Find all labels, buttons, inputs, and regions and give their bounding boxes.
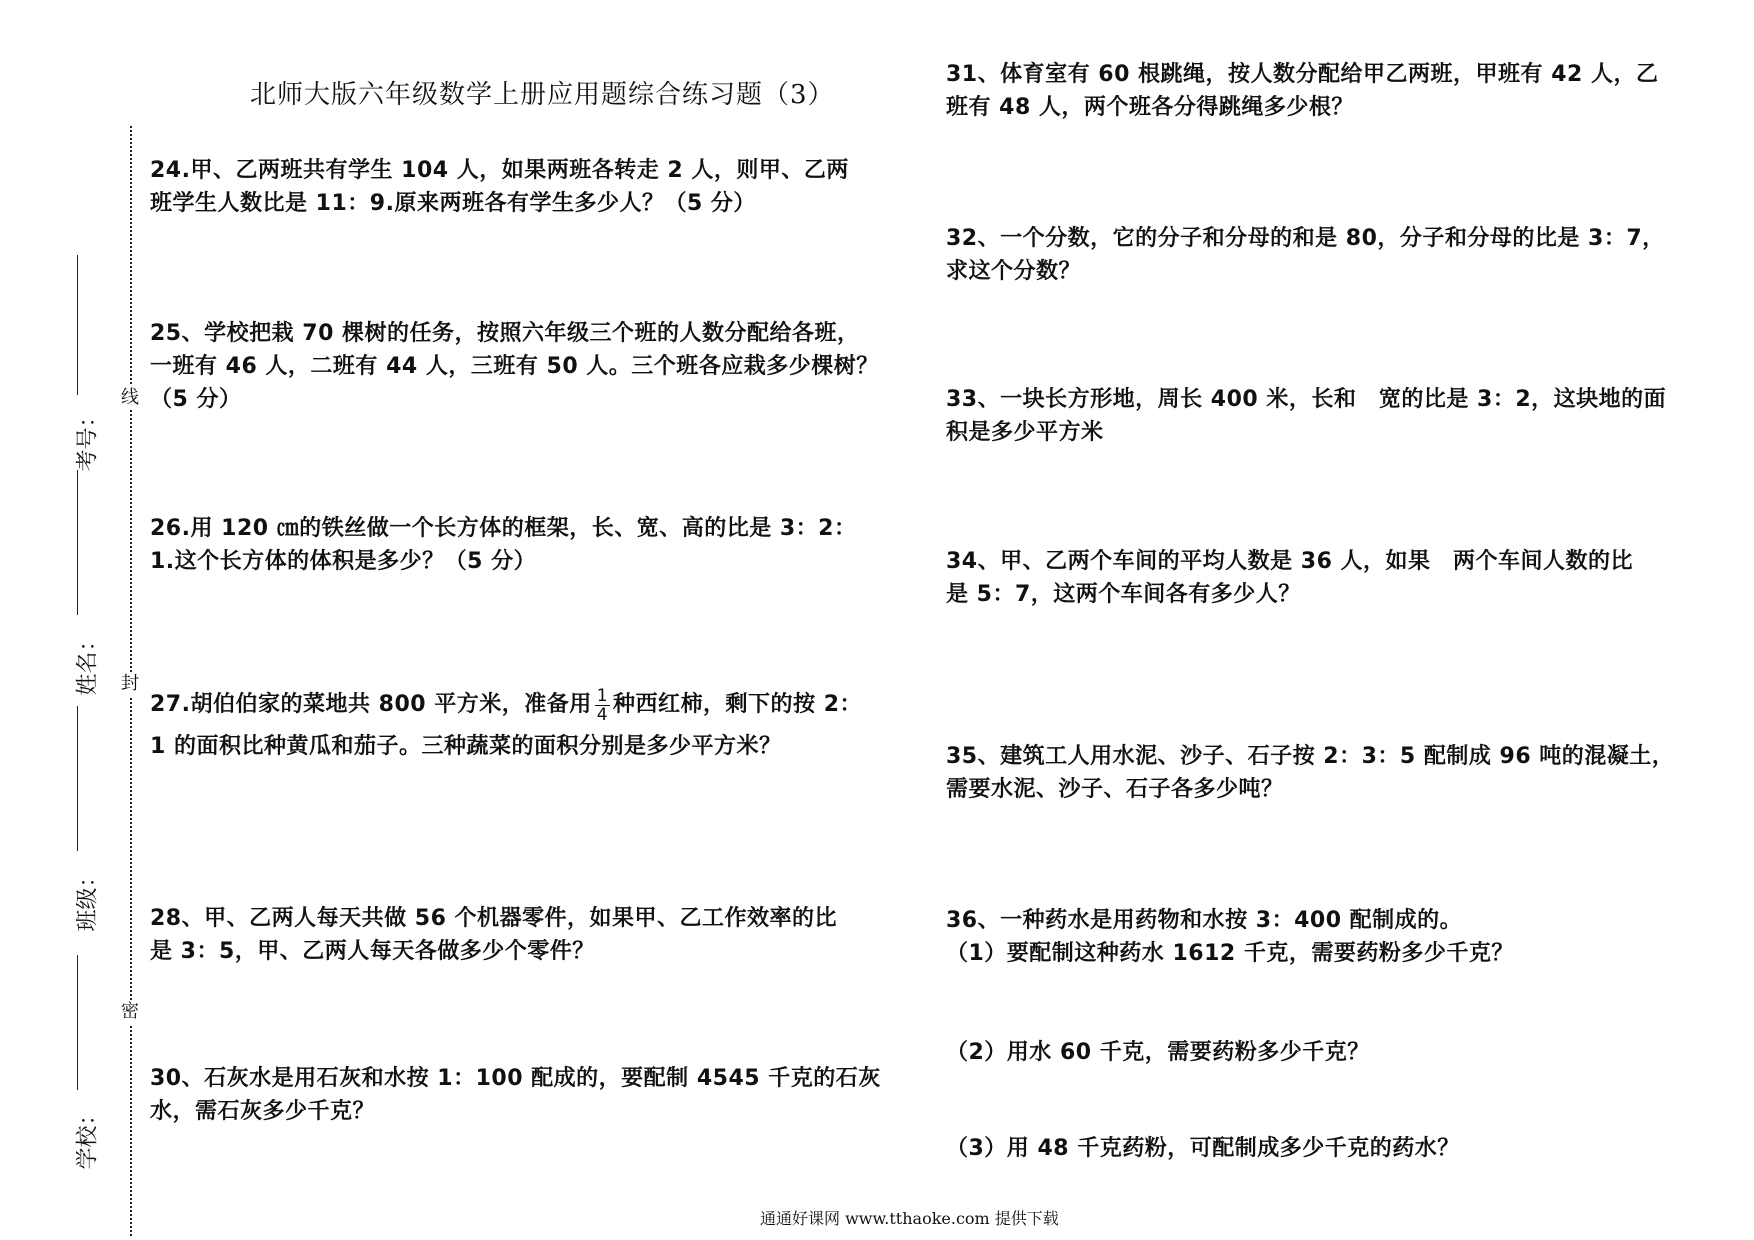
- question-line: 33、一块长方形地，周长 400 米，长和 宽的比是 3：2，这块地的面: [946, 387, 1667, 412]
- page-title: 北师大版六年级数学上册应用题综合练习题（3）: [250, 80, 835, 110]
- question-31: [946, 58, 1706, 124]
- question-line: 积是多少平方米: [946, 420, 1104, 445]
- question-33: [946, 383, 1706, 449]
- question-line: 需要水泥、沙子、石子各多少吨？: [946, 777, 1284, 802]
- question-line: 25、学校把栽 70 棵树的任务，按照六年级三个班的人数分配给各班，: [150, 321, 860, 346]
- question-line: 班学生人数比是 11：9.原来两班各有学生多少人？（5 分）: [150, 191, 756, 216]
- question-line: 求这个分数？: [946, 259, 1082, 284]
- question-36: [946, 904, 1706, 970]
- question-30: [150, 1062, 910, 1128]
- seal-char-secret: 密: [121, 1001, 139, 1022]
- question-line: 是 5：7，这两个车间各有多少人？: [946, 582, 1301, 607]
- question-line: 36、一种药水是用药物和水按 3：400 配制成的。: [946, 908, 1463, 933]
- question-line: 30、石灰水是用石灰和水按 1：100 配成的，要配制 4545 千克的石灰: [150, 1066, 881, 1091]
- footer-credit: 通通好课网 www.tthaoke.com 提供下载: [760, 1209, 1059, 1228]
- question-line: 32、一个分数，它的分子和分母的和是 80，分子和分母的比是 3：7，: [946, 226, 1665, 251]
- exam-number-line: [77, 255, 78, 395]
- question-27: [150, 684, 910, 768]
- question-text: 27.胡伯伯家的菜地共 800 平方米，准备用: [150, 692, 592, 717]
- fraction-one-quarter: [595, 687, 610, 724]
- question-line: 1.这个长方体的体积是多少？（5 分）: [150, 549, 537, 574]
- class-line: [77, 706, 78, 851]
- question-line: 34、甲、乙两个车间的平均人数是 36 人，如果 两个车间人数的比: [946, 549, 1634, 574]
- question-line: 班有 48 人，两个班各分得跳绳多少根？: [946, 95, 1354, 120]
- fraction-numerator: 1: [596, 685, 609, 706]
- question-line: 35、建筑工人用水泥、沙子、石子按 2：3：5 配制成 96 吨的混凝土，: [946, 744, 1675, 769]
- name-label: 姓名：: [75, 629, 101, 696]
- question-28: [150, 902, 910, 968]
- question-36-part-3: [946, 1132, 1706, 1165]
- question-line: [150, 684, 910, 726]
- question-line: （1）要配制这种药水 1612 千克，需要药粉多少千克？: [946, 941, 1514, 966]
- question-32: [946, 222, 1706, 288]
- question-36-part-2: [946, 1036, 1706, 1069]
- school-label: 学校：: [75, 1103, 101, 1170]
- question-35: [946, 740, 1706, 806]
- question-24: [150, 154, 910, 220]
- fraction-denominator: 4: [596, 704, 609, 725]
- question-text: 种西红柿，剩下的按 2：: [613, 692, 863, 717]
- class-label: 班级：: [75, 865, 101, 932]
- question-line: 28、甲、乙两人每天共做 56 个机器零件，如果甲、乙工作效率的比: [150, 906, 838, 931]
- seal-char-seal: 封: [121, 673, 139, 694]
- question-line: 31、体育室有 60 根跳绳，按人数分配给甲乙两班，甲班有 42 人，乙: [946, 62, 1659, 87]
- exam-number-label: 考号：: [75, 405, 101, 472]
- question-line: （3）用 48 千克药粉，可配制成多少千克的药水？: [946, 1136, 1460, 1161]
- question-25: [150, 317, 910, 416]
- question-line: 水，需石灰多少千克？: [150, 1099, 376, 1124]
- seal-char-line: 线: [121, 387, 139, 408]
- question-line: 一班有 46 人，二班有 44 人，三班有 50 人。三个班各应栽多少棵树？: [150, 354, 879, 379]
- school-line: [77, 955, 78, 1090]
- question-line: 1 的面积比种黄瓜和茄子。三种蔬菜的面积分别是多少平方米？: [150, 734, 782, 759]
- question-line: （2）用水 60 千克，需要药粉多少千克？: [946, 1040, 1370, 1065]
- question-line: 26.用 120 ㎝的铁丝做一个长方体的框架，长、宽、高的比是 3：2：: [150, 516, 857, 541]
- question-line: （5 分）: [150, 387, 242, 412]
- question-34: [946, 545, 1706, 611]
- question-line: 是 3：5，甲、乙两人每天各做多少个零件？: [150, 939, 595, 964]
- question-line: 24.甲、乙两班共有学生 104 人，如果两班各转走 2 人，则甲、乙两: [150, 158, 849, 183]
- name-line: [77, 470, 78, 615]
- question-26: [150, 512, 910, 578]
